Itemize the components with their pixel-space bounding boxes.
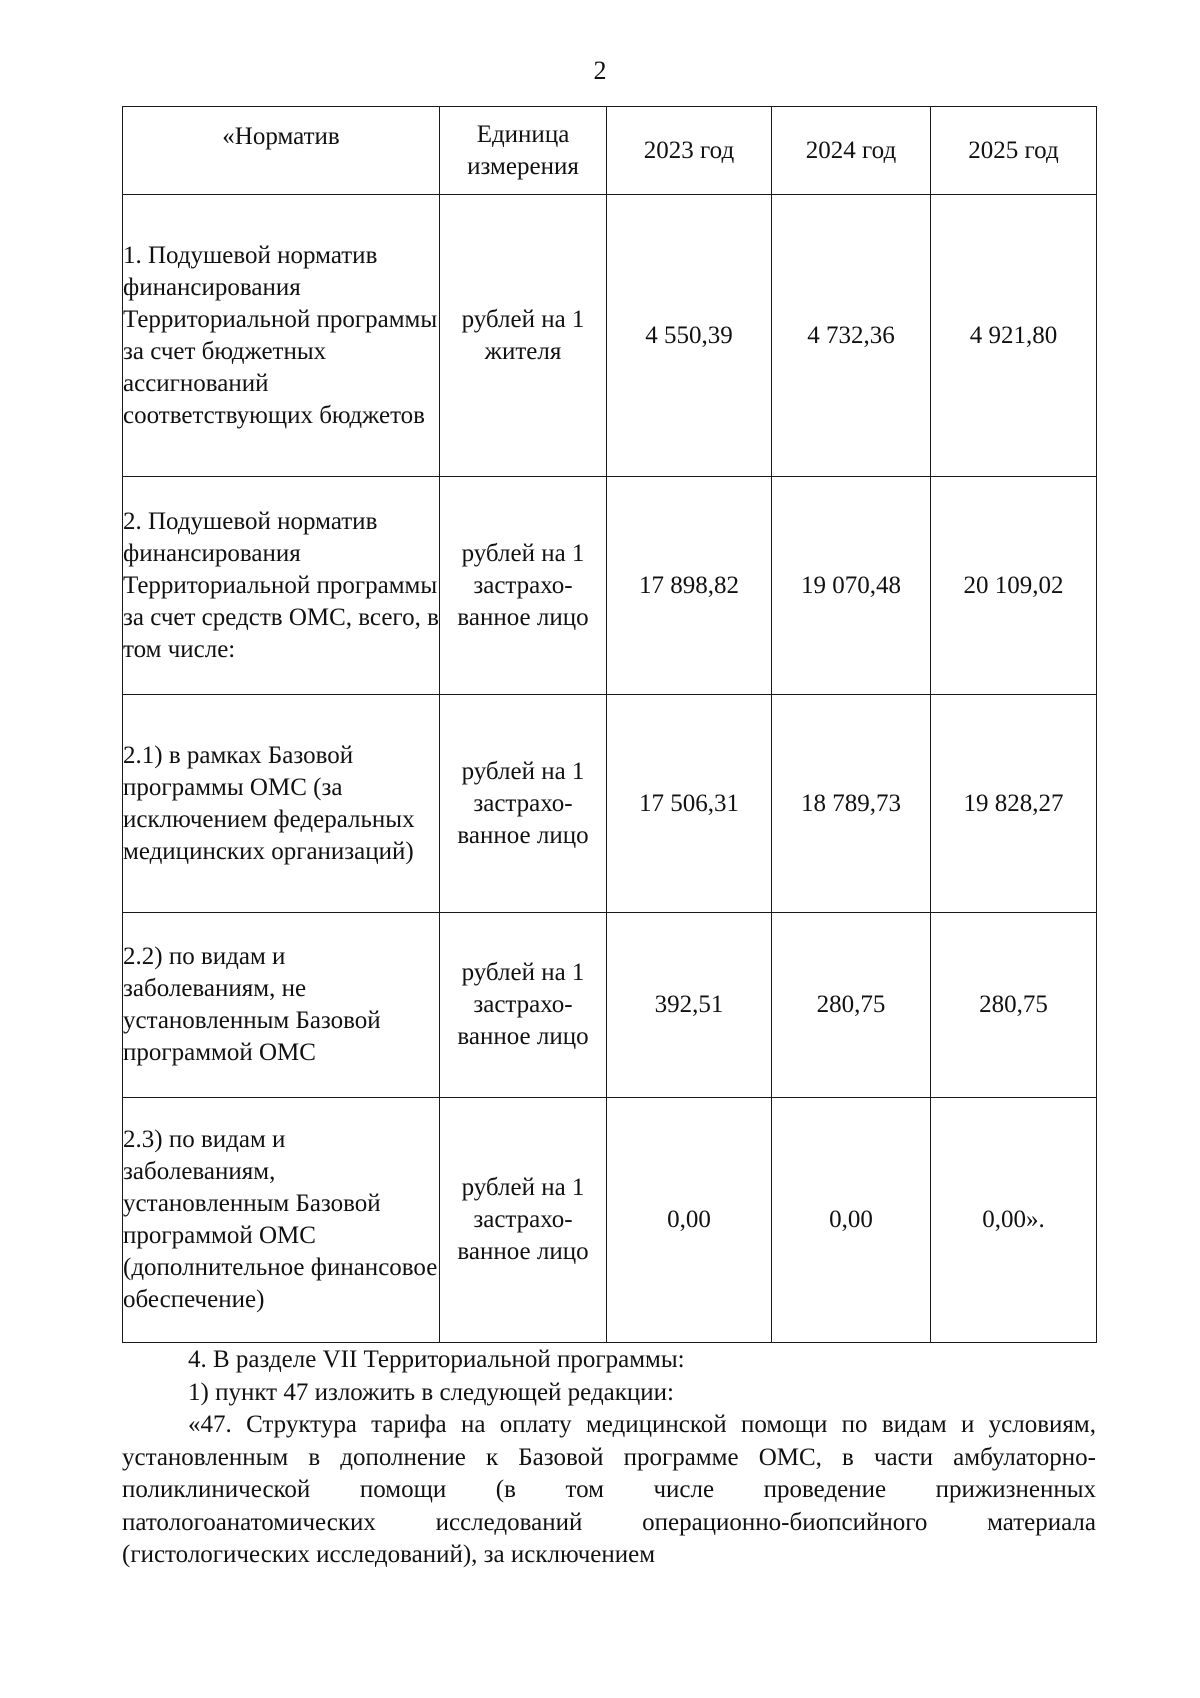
row-value-2024: 0,00 [772,1098,931,1343]
row-unit: рублей на 1 застрахо-ванное лицо [440,1098,607,1343]
body-text [122,1344,1096,1572]
header-2023: 2023 год [607,107,772,195]
row-unit: рублей на 1 застрахо-ванное лицо [440,477,607,695]
row-unit: рублей на 1 жителя [440,195,607,477]
row-unit: рублей на 1 застрахо-ванное лицо [440,695,607,913]
paragraph-item-47: 1) пункт 47 изложить в следующей редакции: [188,1378,674,1406]
row-name: 1. Подушевой норматив финансирования Территориальной программы за счет бюджетных ассигнований соответствующих бюджетов [123,195,440,477]
row-name: 2. Подушевой норматив финансирования Территориальной программы за счет средств ОМС, всего, в том числе: [123,477,440,695]
normative-table [122,106,1097,1343]
table-row [123,913,1097,1098]
row-value-2024: 18 789,73 [772,695,931,913]
table-row [123,1098,1097,1343]
row-value-2023: 392,51 [607,913,772,1098]
row-unit: рублей на 1 застрахо-ванное лицо [440,913,607,1098]
row-value-2023: 0,00 [607,1098,772,1343]
row-value-2025: 20 109,02 [931,477,1097,695]
row-value-2025: 19 828,27 [931,695,1097,913]
page-number: 2 [593,56,607,85]
row-name: 2.3) по видам и заболеваниям, установленным Базовой программой ОМС (дополнительное финансовое обеспечение) [123,1098,440,1343]
row-value-2024: 4 732,36 [772,195,931,477]
row-value-2023: 17 506,31 [607,695,772,913]
table-row [123,477,1097,695]
header-2025: 2025 год [931,107,1097,195]
row-value-2023: 17 898,82 [607,477,772,695]
table-row [123,195,1097,477]
paragraph-section-vii: 4. В разделе VII Территориальной программы: [188,1346,685,1373]
row-value-2025: 280,75 [931,913,1097,1098]
table-row [123,695,1097,913]
row-name: 2.2) по видам и заболеваниям, не установленным Базовой программой ОМС [123,913,440,1098]
row-value-2023: 4 550,39 [607,195,772,477]
header-normative: «Норматив [123,107,440,195]
row-value-2024: 280,75 [772,913,931,1098]
row-value-2025: 4 921,80 [931,195,1097,477]
table-header-row [123,107,1097,195]
row-value-2025: 0,00». [931,1098,1097,1343]
row-value-2024: 19 070,48 [772,477,931,695]
row-name: 2.1) в рамках Базовой программы ОМС (за исключением федеральных медицинских организаций) [123,695,440,913]
paragraph-tariff-structure: «47. Структура тарифа на оплату медицинской помощи по видам и условиям, установленным в дополнение к Базовой программе ОМС, в части амбулаторно-поликлинической помощи (в том числе проведение прижизненных патологоанатомических исследований операционно-биопсийного материала (гистологических исследований), за исключением [122,1411,1096,1568]
header-2024: 2024 год [772,107,931,195]
header-unit: Единица измерения [440,107,607,195]
